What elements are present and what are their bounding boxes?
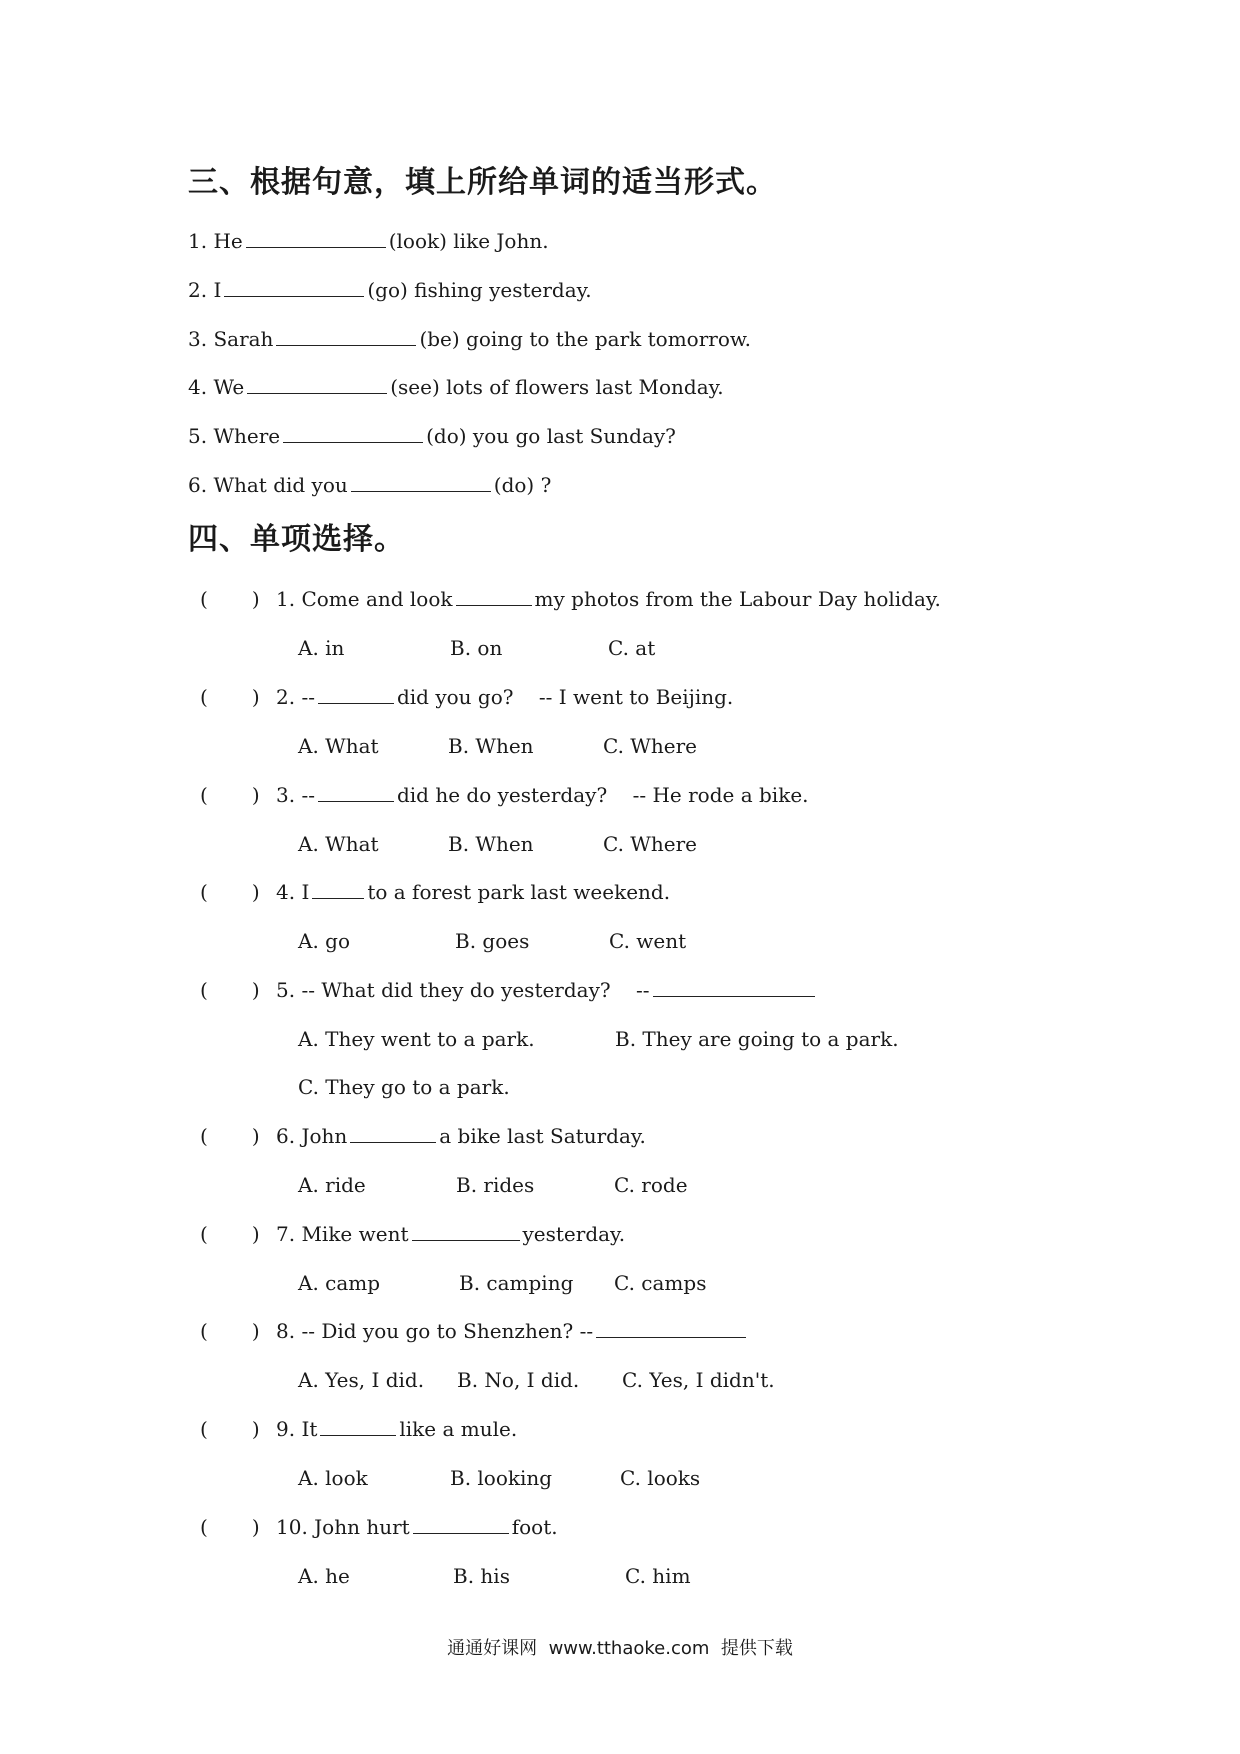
close-paren: ) bbox=[251, 1515, 260, 1539]
answer-parentheses[interactable] bbox=[200, 1123, 260, 1149]
question-2 bbox=[276, 684, 733, 710]
question-text: 8. -- Did you go to Shenzhen? -- bbox=[276, 1319, 594, 1343]
question-text: 4. I bbox=[276, 880, 310, 904]
question-text: 10. John hurt bbox=[276, 1515, 410, 1539]
option-a[interactable]: A. ride bbox=[298, 1173, 366, 1197]
fill-item-5 bbox=[188, 423, 676, 449]
answer-blank[interactable] bbox=[283, 424, 423, 443]
question-7 bbox=[276, 1221, 625, 1247]
answer-parentheses[interactable] bbox=[200, 1514, 260, 1540]
answer-blank[interactable] bbox=[413, 1515, 509, 1534]
answer-blank[interactable] bbox=[653, 978, 815, 997]
fill-item-prefix: 2. I bbox=[188, 278, 222, 302]
option-a[interactable]: A. camp bbox=[298, 1271, 381, 1295]
fill-item-6 bbox=[188, 472, 551, 498]
answer-blank[interactable] bbox=[318, 783, 394, 802]
answer-blank[interactable] bbox=[224, 278, 364, 297]
question-text-end: like a mule. bbox=[399, 1417, 518, 1441]
answer-blank[interactable] bbox=[318, 685, 394, 704]
question-10 bbox=[276, 1514, 558, 1540]
option-a[interactable]: A. They went to a park. bbox=[298, 1027, 535, 1051]
fill-item-1 bbox=[188, 228, 549, 254]
open-paren: ( bbox=[200, 978, 208, 1002]
option-a[interactable]: A. go bbox=[298, 929, 351, 953]
option-c[interactable]: C. They go to a park. bbox=[298, 1075, 510, 1099]
answer-blank[interactable] bbox=[320, 1417, 396, 1436]
fill-item-3 bbox=[188, 326, 751, 352]
option-a[interactable]: A. What bbox=[298, 832, 379, 856]
fill-item-suffix: (look) like John. bbox=[388, 229, 549, 253]
option-b[interactable]: B. on bbox=[450, 636, 503, 660]
option-c[interactable]: C. camps bbox=[614, 1271, 707, 1295]
fill-item-2 bbox=[188, 277, 592, 303]
question-text-end: a bike last Saturday. bbox=[439, 1124, 646, 1148]
open-paren: ( bbox=[200, 880, 208, 904]
open-paren: ( bbox=[200, 1124, 208, 1148]
question-text: 2. -- bbox=[276, 685, 315, 709]
answer-parentheses[interactable] bbox=[200, 1318, 260, 1344]
option-c[interactable]: C. at bbox=[608, 636, 656, 660]
option-b[interactable]: B. camping bbox=[459, 1271, 574, 1295]
option-c[interactable]: C. looks bbox=[620, 1466, 701, 1490]
question-5 bbox=[276, 977, 818, 1003]
option-b[interactable]: B. looking bbox=[450, 1466, 553, 1490]
question-6 bbox=[276, 1123, 646, 1149]
option-a[interactable]: A. look bbox=[298, 1466, 368, 1490]
answer-blank[interactable] bbox=[351, 473, 491, 492]
close-paren: ) bbox=[251, 1417, 260, 1441]
fill-item-prefix: 4. We bbox=[188, 375, 245, 399]
answer-parentheses[interactable] bbox=[200, 684, 260, 710]
fill-item-suffix: (be) going to the park tomorrow. bbox=[419, 327, 751, 351]
fill-item-suffix: (see) lots of flowers last Monday. bbox=[390, 375, 724, 399]
fill-item-prefix: 1. He bbox=[188, 229, 243, 253]
question-3 bbox=[276, 782, 809, 808]
option-a[interactable]: A. Yes, I did. bbox=[298, 1368, 425, 1392]
answer-blank[interactable] bbox=[412, 1222, 520, 1241]
answer-parentheses[interactable] bbox=[200, 977, 260, 1003]
question-text: 1. Come and look bbox=[276, 587, 453, 611]
question-text-end: did you go? -- I went to Beijing. bbox=[396, 685, 734, 709]
close-paren: ) bbox=[251, 1124, 260, 1148]
fill-item-suffix: (do) you go last Sunday? bbox=[426, 424, 676, 448]
question-text-end: to a forest park last weekend. bbox=[367, 880, 671, 904]
question-4 bbox=[276, 879, 670, 905]
option-c[interactable]: C. rode bbox=[614, 1173, 688, 1197]
question-1 bbox=[276, 586, 941, 612]
section4-heading: 四、单项选择。 bbox=[188, 522, 405, 557]
close-paren: ) bbox=[251, 587, 260, 611]
option-b[interactable]: B. When bbox=[448, 734, 534, 758]
open-paren: ( bbox=[200, 685, 208, 709]
footer-watermark: 通通好课网 www.tthaoke.com 提供下载 bbox=[447, 1638, 793, 1659]
close-paren: ) bbox=[251, 1222, 260, 1246]
question-9 bbox=[276, 1416, 517, 1442]
close-paren: ) bbox=[251, 978, 260, 1002]
open-paren: ( bbox=[200, 587, 208, 611]
option-b[interactable]: B. his bbox=[453, 1564, 510, 1588]
option-b[interactable]: B. They are going to a park. bbox=[615, 1027, 899, 1051]
question-text: 6. John bbox=[276, 1124, 348, 1148]
open-paren: ( bbox=[200, 1319, 208, 1343]
option-a[interactable]: A. he bbox=[298, 1564, 350, 1588]
answer-blank[interactable] bbox=[312, 880, 364, 899]
option-b[interactable]: B. goes bbox=[455, 929, 530, 953]
answer-blank[interactable] bbox=[456, 587, 532, 606]
question-text: 5. -- What did they do yesterday? -- bbox=[276, 978, 650, 1002]
fill-item-suffix: (go) fishing yesterday. bbox=[367, 278, 592, 302]
close-paren: ) bbox=[251, 783, 260, 807]
question-text: 7. Mike went bbox=[276, 1222, 409, 1246]
question-text: 9. It bbox=[276, 1417, 318, 1441]
option-a[interactable]: A. in bbox=[298, 636, 345, 660]
question-text-end: foot. bbox=[511, 1515, 558, 1539]
option-b[interactable]: B. When bbox=[448, 832, 534, 856]
option-c[interactable]: C. Where bbox=[603, 734, 697, 758]
open-paren: ( bbox=[200, 783, 208, 807]
fill-item-suffix: (do) ? bbox=[493, 473, 552, 497]
answer-blank[interactable] bbox=[596, 1319, 746, 1338]
option-b[interactable]: B. No, I did. bbox=[457, 1368, 580, 1392]
close-paren: ) bbox=[251, 685, 260, 709]
option-c[interactable]: C. him bbox=[625, 1564, 691, 1588]
section3-heading: 三、根据句意，填上所给单词的适当形式。 bbox=[188, 165, 777, 200]
close-paren: ) bbox=[251, 1319, 260, 1343]
question-8 bbox=[276, 1318, 749, 1344]
option-b[interactable]: B. rides bbox=[456, 1173, 535, 1197]
open-paren: ( bbox=[200, 1515, 208, 1539]
answer-parentheses[interactable] bbox=[200, 879, 260, 905]
option-c[interactable]: C. Yes, I didn't. bbox=[622, 1368, 775, 1392]
open-paren: ( bbox=[200, 1222, 208, 1246]
answer-parentheses[interactable] bbox=[200, 586, 260, 612]
option-c[interactable]: C. Where bbox=[603, 832, 697, 856]
close-paren: ) bbox=[251, 880, 260, 904]
answer-blank[interactable] bbox=[350, 1124, 436, 1143]
option-a[interactable]: A. What bbox=[298, 734, 379, 758]
question-text-end: yesterday. bbox=[522, 1222, 626, 1246]
answer-parentheses[interactable] bbox=[200, 1416, 260, 1442]
answer-blank[interactable] bbox=[246, 229, 386, 248]
answer-blank[interactable] bbox=[247, 375, 387, 394]
answer-blank[interactable] bbox=[276, 327, 416, 346]
question-text-end: did he do yesterday? -- He rode a bike. bbox=[396, 783, 809, 807]
answer-parentheses[interactable] bbox=[200, 782, 260, 808]
fill-item-prefix: 6. What did you bbox=[188, 473, 348, 497]
fill-item-prefix: 5. Where bbox=[188, 424, 281, 448]
option-c[interactable]: C. went bbox=[609, 929, 687, 953]
fill-item-4 bbox=[188, 374, 724, 400]
question-text-end: my photos from the Labour Day holiday. bbox=[534, 587, 941, 611]
question-text: 3. -- bbox=[276, 783, 315, 807]
answer-parentheses[interactable] bbox=[200, 1221, 260, 1247]
fill-item-prefix: 3. Sarah bbox=[188, 327, 274, 351]
open-paren: ( bbox=[200, 1417, 208, 1441]
